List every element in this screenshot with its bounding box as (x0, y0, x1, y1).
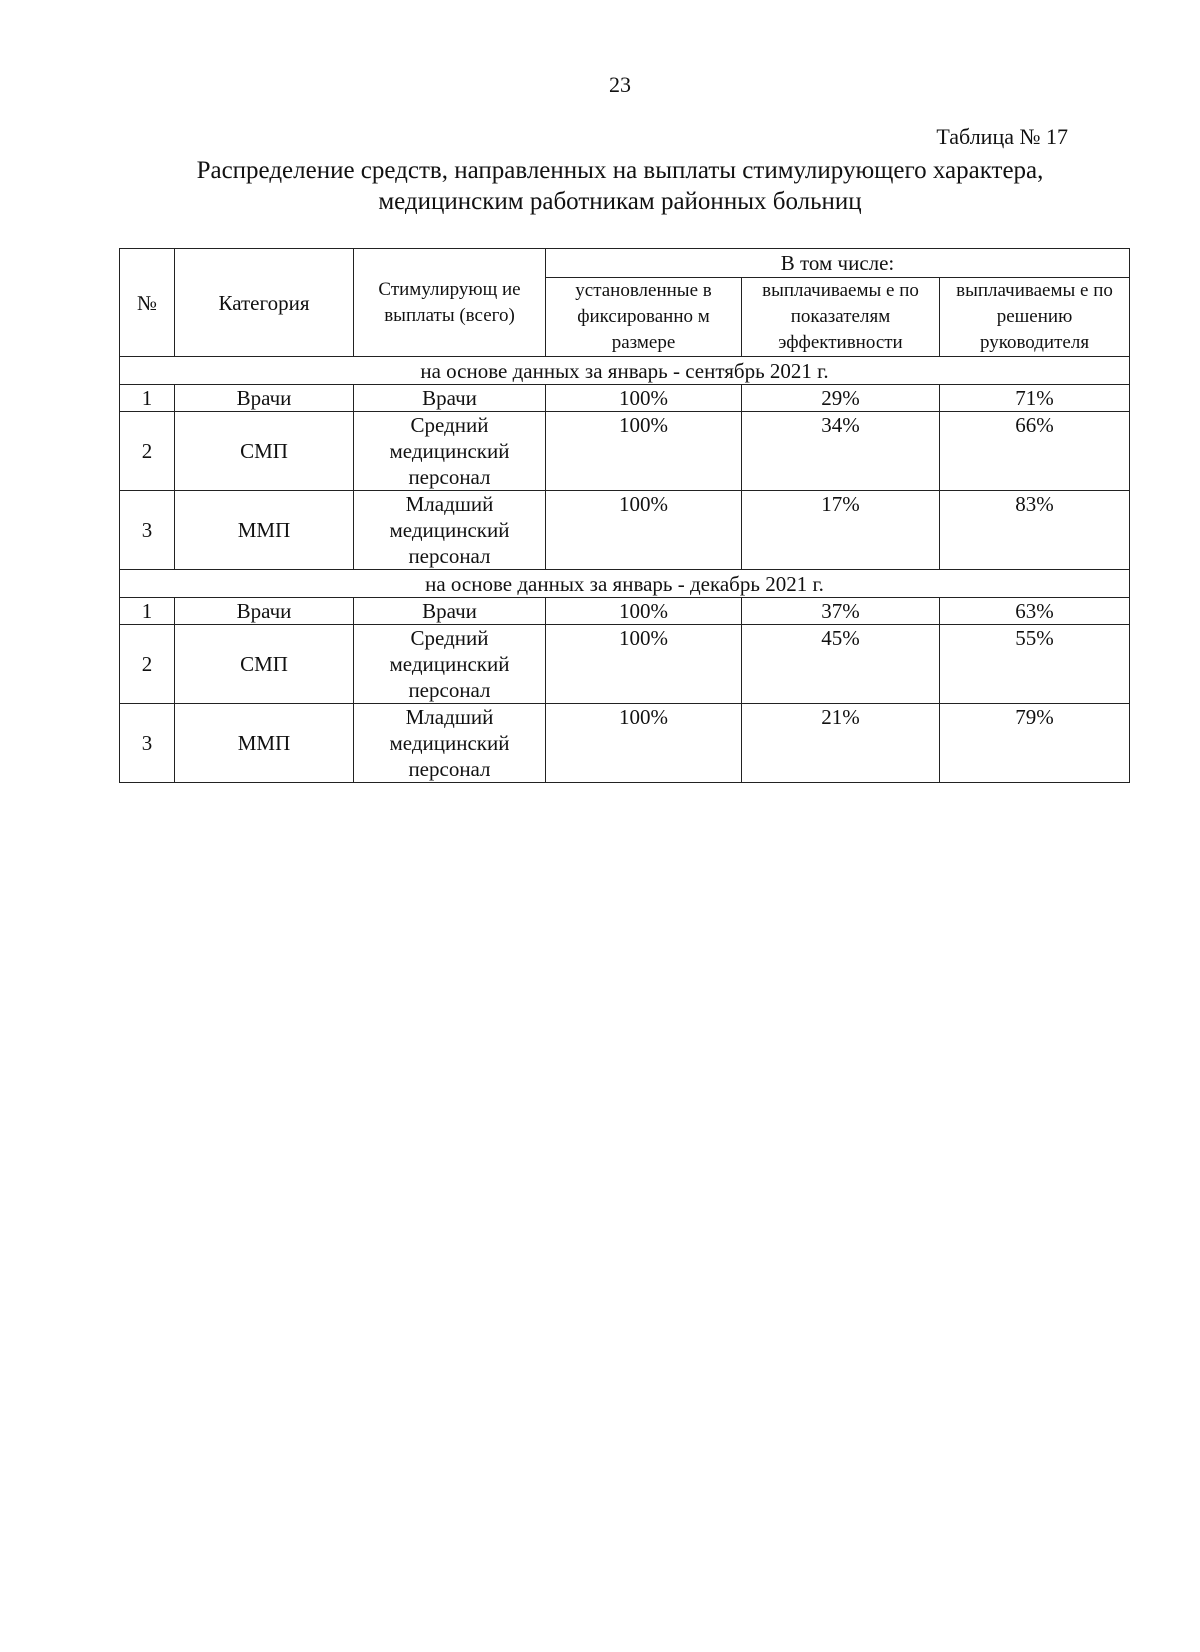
cell-category: СМП (175, 412, 354, 491)
table-row (120, 625, 1130, 704)
cell-efficiency: 17% (742, 491, 940, 570)
cell-manager: 55% (940, 625, 1130, 704)
cell-num: 1 (120, 385, 175, 412)
cell-manager: 83% (940, 491, 1130, 570)
section-row (120, 570, 1130, 598)
cell-staff: Врачи (354, 598, 546, 625)
header-manager: выплачиваемы е по решению руководителя (940, 278, 1130, 357)
header-fixed: установленные в фиксированно м размере (546, 278, 742, 357)
table-row (120, 704, 1130, 783)
page-number: 23 (609, 72, 631, 97)
title-line: медицинским работникам районных больниц (378, 188, 862, 215)
cell-num: 1 (120, 598, 175, 625)
cell-manager: 71% (940, 385, 1130, 412)
header-num: № (120, 249, 175, 357)
cell-manager: 79% (940, 704, 1130, 783)
table-title (0, 155, 1200, 217)
cell-staff: Младший медицинский персонал (354, 704, 546, 783)
table-row (120, 598, 1130, 625)
cell-fixed: 100% (546, 625, 742, 704)
header-including: В том числе: (546, 249, 1130, 278)
cell-category: Врачи (175, 598, 354, 625)
cell-fixed: 100% (546, 385, 742, 412)
data-table (119, 248, 1130, 783)
cell-fixed: 100% (546, 491, 742, 570)
section-title: на основе данных за январь - декабрь 2021 г. (120, 570, 1130, 598)
cell-category: ММП (175, 704, 354, 783)
header-efficiency: выплачиваемы е по показателям эффективности (742, 278, 940, 357)
cell-fixed: 100% (546, 412, 742, 491)
cell-num: 3 (120, 491, 175, 570)
table-row (120, 385, 1130, 412)
section-title: на основе данных за январь - сентябрь 2021 г. (120, 357, 1130, 385)
title-line: Распределение средств, направленных на выплаты стимулирующего характера, (196, 157, 1044, 184)
cell-manager: 63% (940, 598, 1130, 625)
cell-num: 2 (120, 625, 175, 704)
table-row (120, 491, 1130, 570)
cell-efficiency: 34% (742, 412, 940, 491)
header-total: Стимулирующ ие выплаты (всего) (354, 249, 546, 357)
table-label: Таблица № 17 (936, 124, 1068, 149)
cell-num: 3 (120, 704, 175, 783)
cell-staff: Младший медицинский персонал (354, 491, 546, 570)
cell-fixed: 100% (546, 704, 742, 783)
section-row (120, 357, 1130, 385)
cell-staff: Средний медицинский персонал (354, 412, 546, 491)
cell-staff: Врачи (354, 385, 546, 412)
cell-num: 2 (120, 412, 175, 491)
cell-category: СМП (175, 625, 354, 704)
cell-efficiency: 45% (742, 625, 940, 704)
cell-manager: 66% (940, 412, 1130, 491)
cell-category: ММП (175, 491, 354, 570)
header-row (120, 249, 1130, 278)
cell-efficiency: 29% (742, 385, 940, 412)
cell-category: Врачи (175, 385, 354, 412)
cell-staff: Средний медицинский персонал (354, 625, 546, 704)
table-row (120, 412, 1130, 491)
cell-efficiency: 21% (742, 704, 940, 783)
cell-efficiency: 37% (742, 598, 940, 625)
cell-fixed: 100% (546, 598, 742, 625)
header-category: Категория (175, 249, 354, 357)
